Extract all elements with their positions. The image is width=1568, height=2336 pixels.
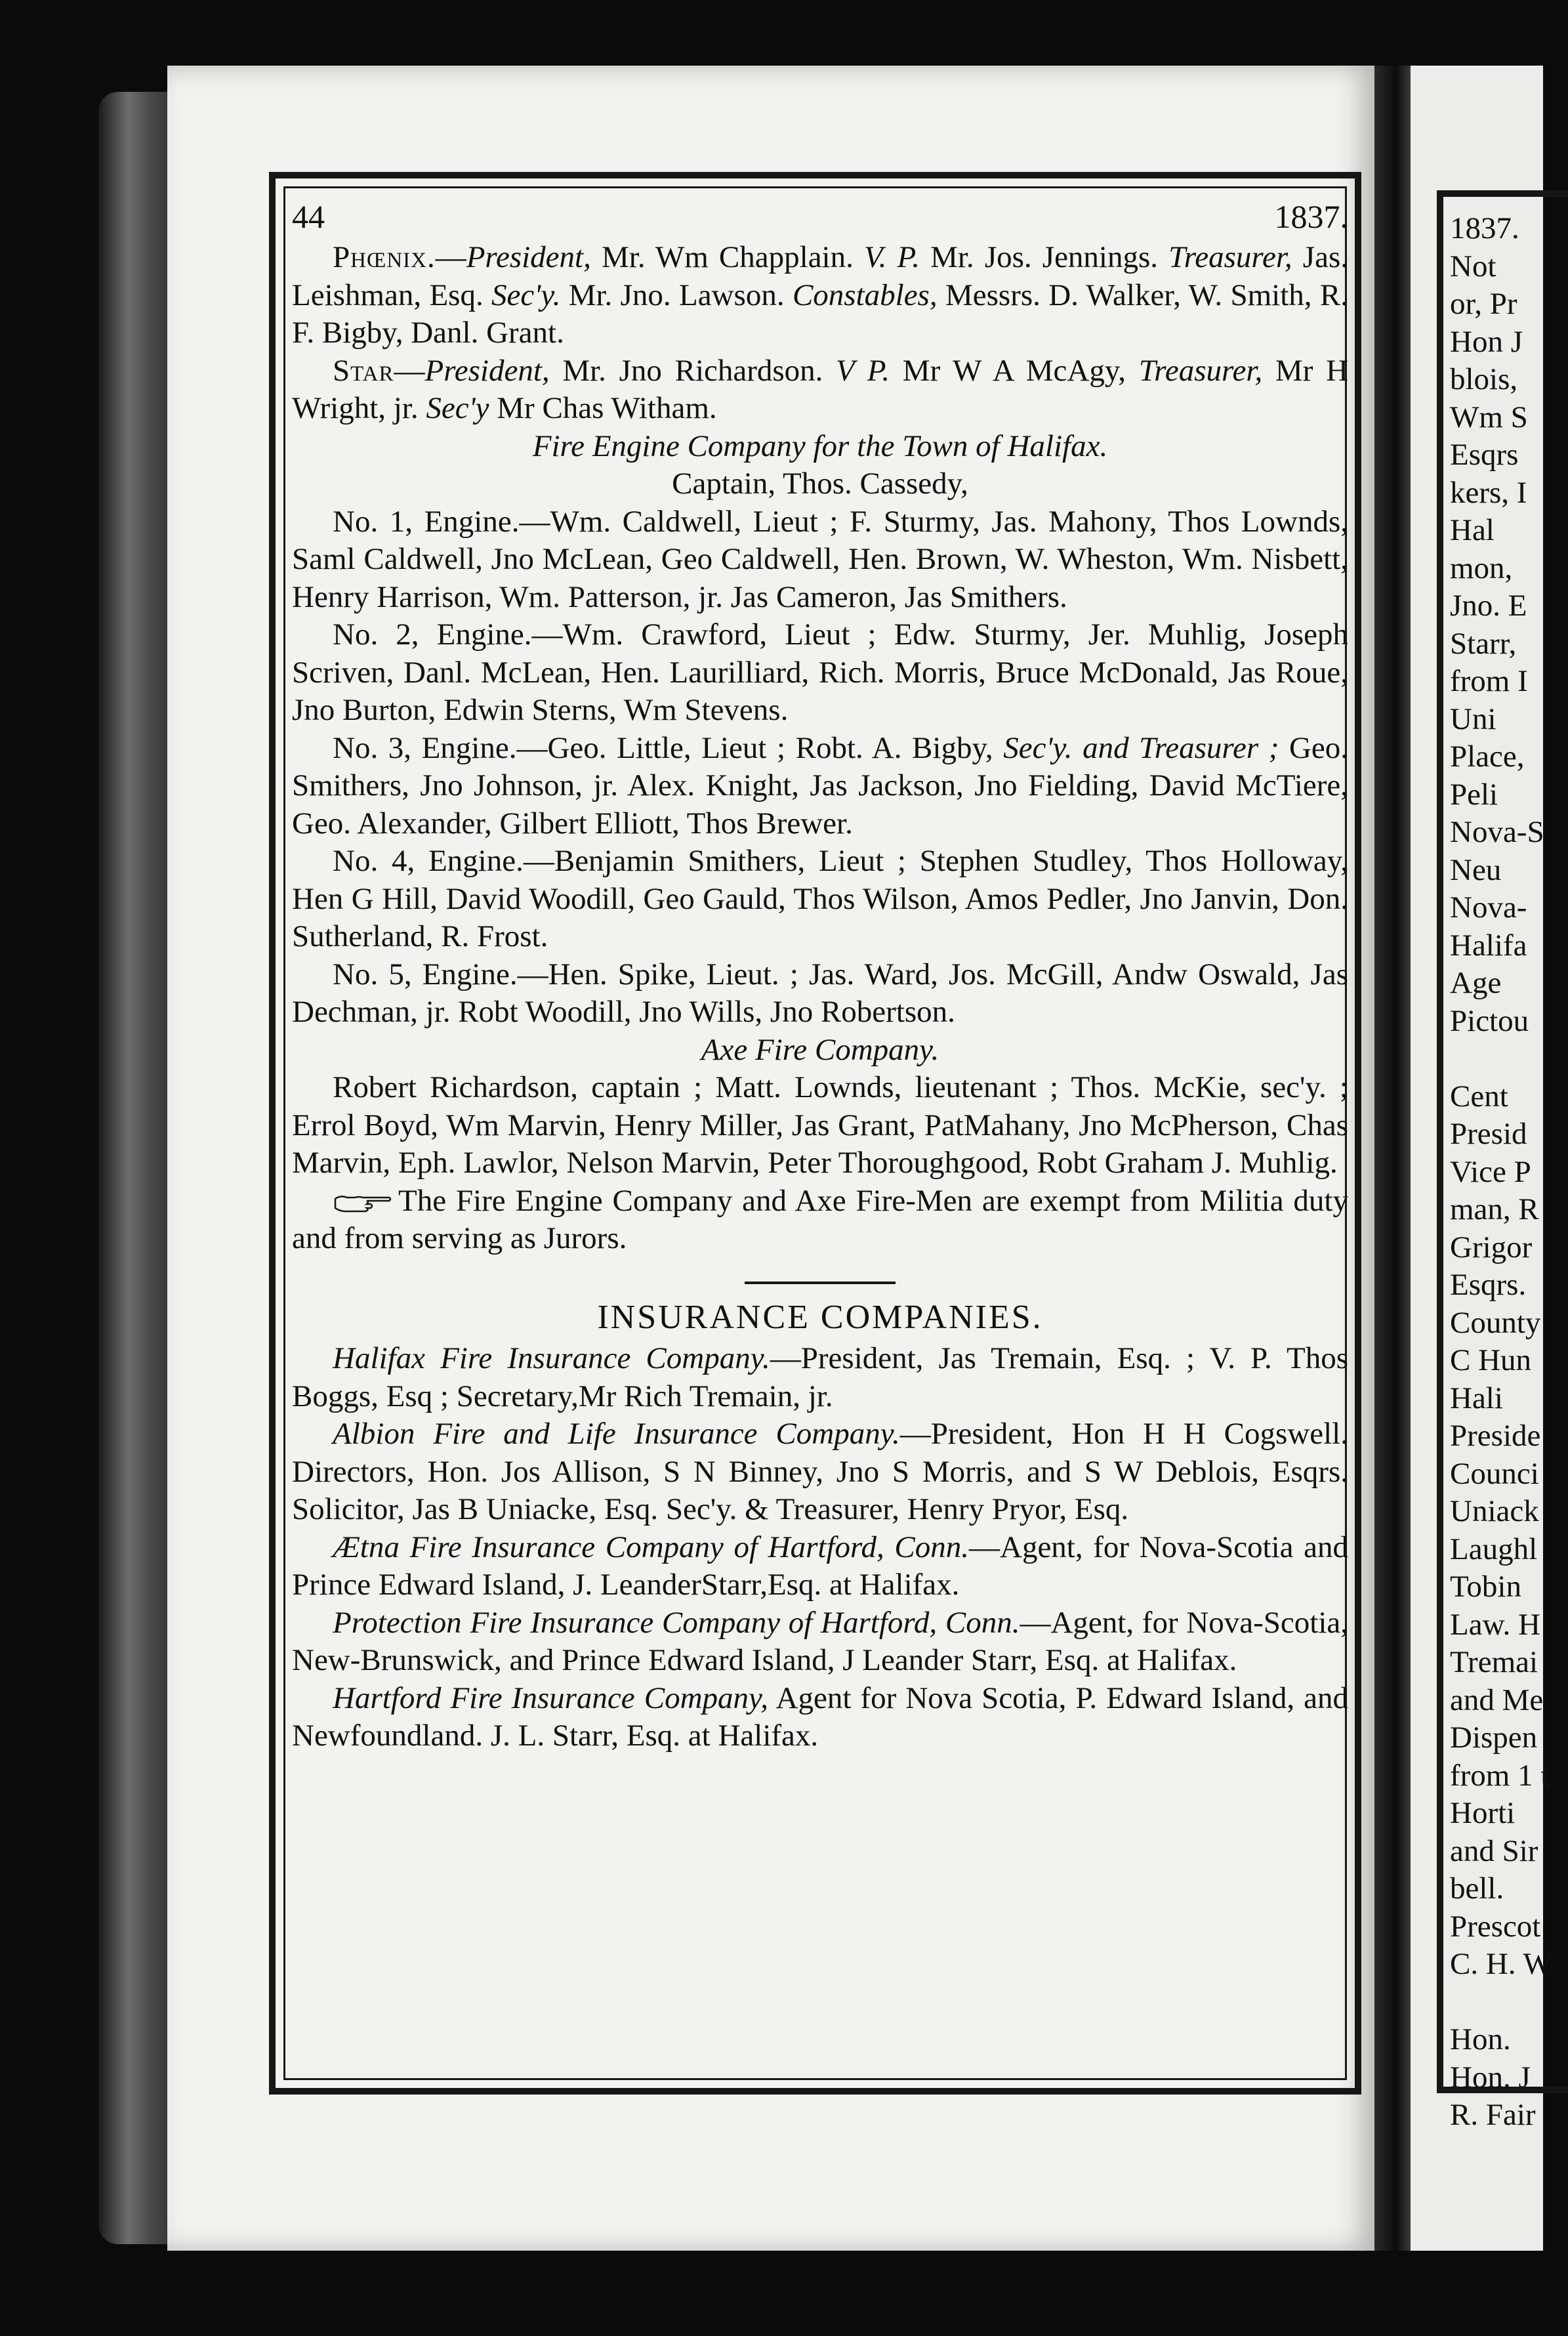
role-label: V P. — [836, 353, 890, 388]
next-page-line: County — [1450, 1305, 1541, 1340]
exempt-note — [292, 1182, 1348, 1258]
next-page-line: R. Fair — [1450, 2098, 1536, 2132]
role-label: Sec'y — [426, 391, 489, 425]
next-page-line: Peli — [1450, 777, 1498, 812]
text-run: Jas. Leishman, Esq. — [292, 240, 1348, 312]
next-page-line: from 1 t — [1450, 1758, 1550, 1793]
next-page-line: Prescot — [1450, 1909, 1541, 1944]
star-entry — [292, 352, 1348, 428]
company-name: Star — [333, 353, 394, 388]
next-page-line: C Hun — [1450, 1343, 1532, 1377]
next-page-line: Grigor — [1450, 1230, 1533, 1264]
page-text — [292, 197, 1348, 2087]
text-run: Mr H Wright, jr. — [292, 353, 1349, 425]
next-page-line: Starr, — [1450, 626, 1517, 661]
next-page-line: Place, — [1450, 740, 1525, 774]
role-label: Sec'y. — [491, 278, 561, 312]
role-label: Treasurer, — [1168, 240, 1292, 274]
next-page-line: Uniack — [1450, 1494, 1539, 1528]
fire-engine-heading: Fire Engine Company for the Town of Halifax. — [532, 428, 1108, 463]
running-head — [292, 197, 1348, 236]
axe-heading: Axe Fire Company. — [701, 1032, 939, 1067]
page-number: 44 — [292, 198, 325, 235]
next-page-line: bell. — [1450, 1871, 1504, 1906]
role-label: Constables, — [792, 278, 938, 312]
next-page-line: Hon J — [1450, 324, 1523, 359]
engine-3-entry — [292, 730, 1348, 843]
engine-4-entry: No. 4, Engine.—Benjamin Smithers, Lieut ; Stephen Studley, Thos Holloway, Hen G Hill, David Woodill, Geo Gauld, Thos Wilson, Amos Pedler, Jno Janvin, Don. Sutherland, R. Frost. — [292, 844, 1348, 953]
protection-entry — [292, 1604, 1348, 1680]
next-page-line: Tremai — [1450, 1645, 1538, 1679]
next-page-line: Nova-S — [1450, 815, 1544, 849]
role-label: President, — [424, 353, 550, 388]
next-page-line: Vice P — [1450, 1154, 1531, 1189]
text-run: Agent for Nova Scotia, P. Edward Island, and Newfoundland. J. L. Starr, Esq. at Halifax. — [292, 1680, 1348, 1753]
axe-entry: Robert Richardson, captain ; Matt. Lownds, lieutenant ; Thos. McKie, sec'y. ; Errol Boyd, Wm Marvin, Henry Miller, Jas Grant, PatMahany, Jno McPherson, Chas Marvin, Eph. Lawlor, Nelson Marvin, Peter Thoroughgood, Robt Graham J. Muhlig. — [292, 1070, 1348, 1180]
next-page-line: Laughl — [1450, 1532, 1538, 1566]
next-page-line: Jno. E — [1450, 589, 1527, 623]
company-name: Protection Fire Insurance Company of Hartford, Conn. — [333, 1605, 1020, 1640]
next-page-line — [1450, 1040, 1543, 1078]
next-page-line: and Me — [1450, 1682, 1544, 1717]
section-divider — [745, 1282, 896, 1284]
insurance-heading: INSURANCE COMPANIES. — [597, 1298, 1043, 1336]
next-page-line: Hali — [1450, 1381, 1503, 1415]
text-run: No. 3, Engine.—Geo. Little, Lieut ; Robt. A. Bigby, — [333, 730, 1004, 765]
next-page-line: and Sir — [1450, 1833, 1538, 1868]
role-label: V. P. — [864, 240, 920, 274]
role-label: President, — [466, 240, 591, 274]
text-run: Mr. Jno. Lawson. — [560, 278, 793, 312]
next-page-line: Cent — [1450, 1079, 1508, 1114]
role-label: Treasurer, — [1138, 353, 1263, 388]
next-page-line: Esqrs. — [1450, 1268, 1527, 1302]
halifax-fire-entry — [292, 1340, 1348, 1415]
text-run: —President, Hon H H Cogswell. Directors, Hon. Jos Allison, S N Binney, Jno S Morris, and S W Deblois, Esqrs. Solicitor, Jas B Uniacke, Esq. Sec'y. & Treasurer, Henry Pryor, Esq. — [292, 1417, 1348, 1526]
phoenix-entry — [292, 239, 1348, 352]
next-page-line: Pictou — [1450, 1003, 1529, 1038]
text-run: Messrs. D. Walker, W. Smith, R. F. Bigby, Danl. Grant. — [292, 278, 1348, 350]
text-run: — — [435, 240, 466, 274]
next-page-line: Counci — [1450, 1456, 1539, 1491]
text-run: Mr. Jos. Jennings. — [919, 240, 1169, 274]
next-page-line: Dispen — [1450, 1721, 1538, 1755]
text-run: —President, Jas Tremain, Esq. ; V. P. Thos Boggs, Esq ; Secretary,Mr Rich Tremain, jr. — [292, 1341, 1348, 1413]
text-run: The Fire Engine Company and Axe Fire-Men are exempt from Militia duty and from serving as Jurors. — [292, 1183, 1348, 1255]
next-page-line: Tobin — [1450, 1570, 1521, 1604]
text-run: Mr. Jno Richardson. — [549, 353, 836, 388]
albion-entry — [292, 1415, 1348, 1529]
text-run: Mr. Wm Chapplain. — [590, 240, 865, 274]
company-name: Hartford Fire Insurance Company, — [333, 1680, 769, 1715]
next-page-line: Esqrs — [1450, 438, 1519, 472]
engine-1-entry: No. 1, Engine.—Wm. Caldwell, Lieut ; F. Sturmy, Jas. Mahony, Thos Lownds, Saml Caldwell, Jno McLean, Geo Caldwell, Hen. Brown, W. Wheston, Wm. Nisbett, Henry Harrison, Wm. Patterson, jr. Jas Cameron, Jas Smithers. — [292, 504, 1348, 614]
next-page-line: Law. H — [1450, 1607, 1540, 1642]
next-page-line: or, Pr — [1450, 287, 1517, 321]
next-page-year: 1837. — [1450, 211, 1519, 245]
text-run: Mr Chas Witham. — [489, 391, 717, 425]
text-run: —Agent, for Nova-Scotia, New-Brunswick, and Prince Edward Island, J Leander Starr, Esq. at Halifax. — [292, 1605, 1348, 1677]
text-run: —Agent, for Nova-Scotia and Prince Edward Island, J. LeanderStarr,Esq. at Halifax. — [292, 1530, 1348, 1602]
next-page-line: Neu — [1450, 852, 1502, 887]
company-name: Albion Fire and Life Insurance Company. — [333, 1417, 900, 1451]
next-page-line: Preside — [1450, 1419, 1541, 1453]
next-page-line: Presid — [1450, 1117, 1527, 1151]
company-name: Halifax Fire Insurance Company. — [333, 1341, 770, 1375]
next-page-line: Hal — [1450, 513, 1495, 547]
pointing-hand-icon — [333, 1192, 393, 1215]
next-page-line: C. H. W — [1450, 1947, 1552, 1981]
text-run: Geo. Smithers, Jno Johnson, jr. Alex. Knight, Jas Jackson, Jno Fielding, David McTiere, Geo. Alexander, Gilbert Elliott, Thos Brewer. — [292, 730, 1348, 841]
captain-line: Captain, Thos. Cassedy, — [672, 467, 968, 501]
next-page-line: Hon. — [1450, 2022, 1511, 2056]
book-gutter — [1374, 66, 1411, 2251]
aetna-entry — [292, 1529, 1348, 1604]
next-page-line: Halifa — [1450, 928, 1527, 963]
next-page-line: from I — [1450, 664, 1528, 698]
engine-2-entry: No. 2, Engine.—Wm. Crawford, Lieut ; Edw. Sturmy, Jer. Muhlig, Joseph Scriven, Danl. McLean, Hen. Laurilliard, Rich. Morris, Bruce McDonald, Jas Roue, Jno Burton, Edwin Sterns, Wm Stevens. — [292, 617, 1348, 727]
next-page-line: Uni — [1450, 701, 1496, 736]
next-page-line: Age — [1450, 966, 1502, 1000]
next-page-line: mon, — [1450, 551, 1513, 585]
company-name: Ætna Fire Insurance Company of Hartford, Conn. — [333, 1530, 969, 1564]
role-label: Sec'y. and Treasurer ; — [1003, 730, 1279, 765]
next-page-line: Wm S — [1450, 400, 1528, 434]
next-page-line — [1450, 1984, 1543, 2022]
next-page-line: Hon. J — [1450, 2060, 1531, 2095]
text-run: — — [394, 353, 425, 388]
page-year: 1837. — [1274, 198, 1348, 235]
next-page-text — [1450, 210, 1552, 2132]
engine-5-entry: No. 5, Engine.—Hen. Spike, Lieut. ; Jas. Ward, Jos. McGill, Andw Oswald, Jas Dechman, jr. Robt Woodill, Jno Wills, Jno Robertson. — [292, 957, 1348, 1029]
next-page-line: man, R — [1450, 1192, 1539, 1226]
company-name: Phœnix. — [333, 240, 436, 274]
next-page-line: Nova- — [1450, 890, 1527, 925]
next-page-line: Not — [1450, 249, 1496, 283]
next-page-line: kers, I — [1450, 475, 1527, 510]
next-page-line: Horti — [1450, 1796, 1516, 1830]
text-run: Mr W A McAgy, — [890, 353, 1139, 388]
hartford-entry — [292, 1680, 1348, 1755]
next-page-line: blois, — [1450, 362, 1518, 396]
